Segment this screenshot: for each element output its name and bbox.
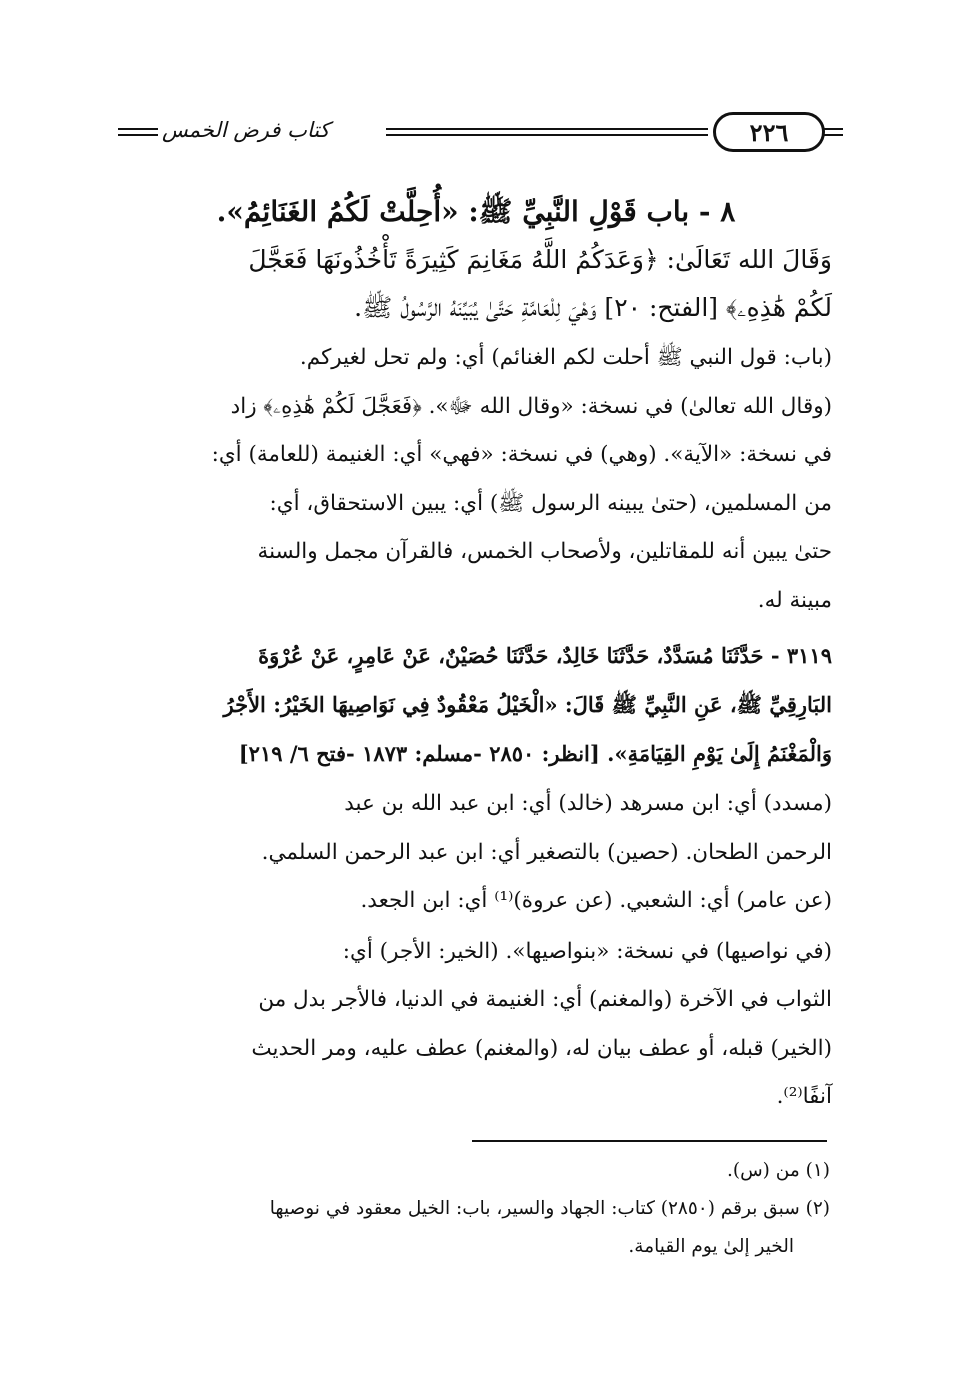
- header-rule-middle-2: [386, 134, 708, 136]
- text-line: مبينة له.: [757, 587, 832, 613]
- chapter-heading: ٨ - باب قَوْلِ النَّبِيِّ ﷺ: «أُحِلَّتْ لَكُمُ الغَنَائِمُ».: [216, 195, 736, 228]
- text-line: (في نواصيها) في نسخة: «بنواصيها». (الخير: الأجر) أي:: [342, 938, 832, 964]
- hadith-line: ٣١١٩ - حَدَّثَنَا مُسَدَّدٌ، حَدَّثَنَا خَالِدٌ، حَدَّثَنَا حُصَيْنٌ، عَنْ عَامِرٍ، عَنْ عُرْوَةَ: [258, 643, 832, 668]
- text-line: الثواب في الآخرة (والمغنم) أي: الغنيمة في الدنيا، فالأجر بدل من: [258, 987, 832, 1012]
- quran-verse: [120, 236, 832, 332]
- commentary-paragraph: [120, 780, 832, 926]
- text-line: الرحمن الطحان. (حصين) بالتصغير أي: ابن عبد الرحمن السلمي.: [261, 839, 832, 865]
- hadith-line: وَالْمَغْنَمُ إِلَىٰ يَوْمِ القِيَامَةِ». [انظر: ٢٨٥٠ -مسلم: ١٨٧٣ -فتح ٦/ ٢١٩]: [238, 741, 832, 766]
- text-line: (مسدد) أي: ابن مسرهد (خالد) أي: ابن عبد الله بن عبد: [344, 791, 832, 816]
- footnote: (١) من (س).: [726, 1160, 830, 1181]
- text-line: من المسلمين، (حتىٰ يبينه الرسول ﷺ) أي: يبين الاستحقاق، أي:: [269, 490, 832, 516]
- header-rule-left-2: [118, 134, 158, 136]
- main-text: [120, 188, 832, 1122]
- text-line: حتىٰ يبين أنه للمقاتلين، ولأصحاب الخمس، فالقرآن مجمل والسنة: [257, 539, 832, 564]
- page-header: [118, 112, 833, 154]
- text-line: (عن عامر) أي: الشعبي. (عن عروة)⁽¹⁾ أي: ابن الجعد.: [360, 888, 832, 913]
- page-number: ٢٢٦: [713, 112, 825, 152]
- footnotes: [115, 1152, 830, 1266]
- text-line: (وقال الله تعالىٰ) في نسخة: «وقال الله ﷻ». ﴿فَعَجَّلَ لَكُمْ هَٰذِهِۦ﴾ زاد: [230, 393, 832, 419]
- footnote: (٢) سبق برقم (٢٨٥٠) كتاب: الجهاد والسير، باب: الخيل معقود في نوصيها: [269, 1198, 830, 1219]
- text-line: في نسخة: «الآية». (وهي) في نسخة: «فهي» أي: الغنيمة (للعامة) أي:: [211, 442, 832, 467]
- verse-line: وَقَالَ الله تَعَالَىٰ: ﴿وَعَدَكُمُ اللَّهُ مَغَانِمَ كَثِيرَةً تَأْخُذُونَهَا فَعَجَّلَ: [248, 245, 832, 274]
- footnote: الخير إلىٰ يوم القيامة.: [628, 1236, 794, 1257]
- text-line: (الخير) قبله، أو عطف بيان له، (والمغنم) عطف عليه، ومر الحديث: [251, 1035, 832, 1061]
- verse-line: لَكُمْ هَٰذِهِۦ﴾ [الفتح: ٢٠] وَهْيَ لِلْعَامَّةِ حَتَّىٰ يُبَيِّنَهُ الرَّسُولُ ﷺ.: [354, 293, 832, 322]
- commentary-paragraph: [120, 928, 832, 1122]
- header-rule-left: [118, 128, 158, 130]
- commentary-paragraph: [120, 334, 832, 625]
- running-title: كتاب فرض الخمس: [162, 118, 330, 142]
- hadith-text: [120, 631, 832, 778]
- text-line: آنفًا⁽²⁾.: [776, 1084, 832, 1109]
- text-line: (باب: قول النبي ﷺ أحلت لكم الغنائم) أي: ولم تحل لغيركم.: [299, 345, 832, 370]
- footnote-divider: [472, 1140, 827, 1142]
- hadith-line: البَارِقِيِّ ﷺ، عَنِ النَّبِيِّ ﷺ قَالَ: «الْخَيْلُ مَعْقُودٌ فِي نَوَاصِيهَا الخَيْرُ: الأَجْرُ: [223, 692, 832, 717]
- header-rule-middle: [386, 128, 708, 130]
